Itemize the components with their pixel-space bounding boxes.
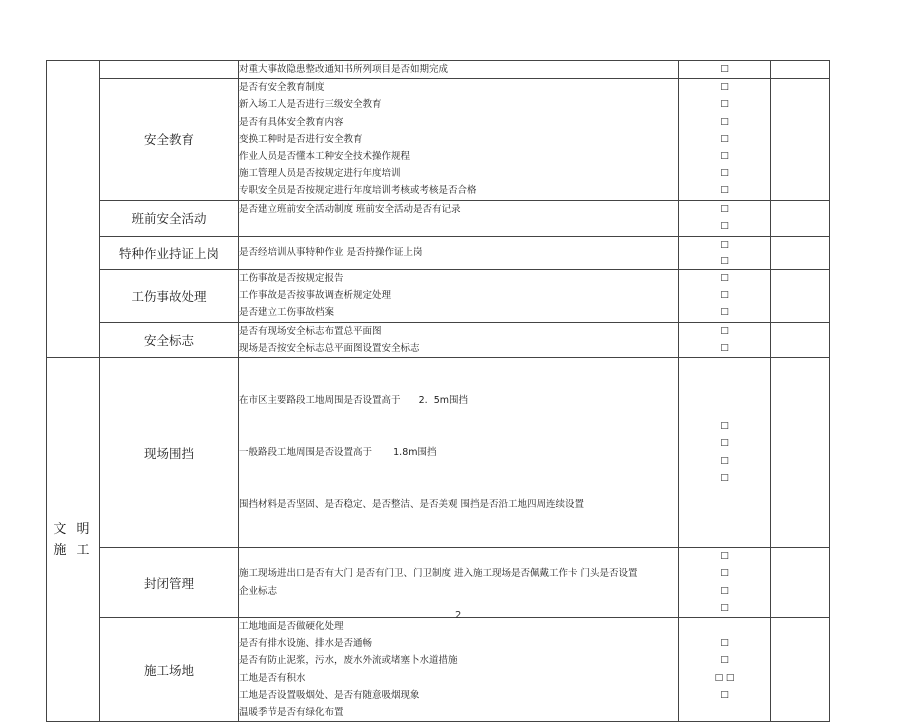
checkbox[interactable]: □ [720, 203, 729, 214]
page-number: 2 [455, 610, 462, 621]
item-text: 一般路段工地周围是否设置高于 1.8m围挡 [239, 447, 437, 459]
checkbox[interactable]: □ [720, 568, 729, 579]
checkbox[interactable]: □ [720, 551, 729, 562]
item-text: 变换工种时是否进行安全教育 [239, 133, 363, 145]
checkbox[interactable]: □ [720, 307, 729, 318]
items-cell [239, 358, 679, 548]
remarks-cell [771, 548, 830, 618]
subcategory-cell: 封闭管理 [100, 548, 239, 618]
items-cell [239, 322, 679, 357]
item-text: 在市区主要路段工地周围是否设置高于 2. 5m围挡 [239, 395, 469, 407]
checkbox[interactable]: □ [720, 99, 729, 110]
item-text: 是否有安全教育制度 [239, 82, 325, 94]
checkbox[interactable]: □ [720, 689, 729, 700]
category-cell [47, 61, 100, 358]
checkbox[interactable]: □ [720, 168, 729, 179]
checkbox[interactable]: □ [720, 602, 729, 613]
subcategory-cell: 现场围挡 [100, 358, 239, 548]
check-cell [679, 548, 771, 618]
checkbox[interactable]: □ [720, 255, 729, 266]
checkbox[interactable]: □ □ [714, 672, 735, 683]
checkbox[interactable]: □ [720, 342, 729, 353]
table-row [47, 61, 830, 79]
item-text: 温暖季节是否有绿化布置 [239, 707, 344, 719]
item-text: 工伤事故是否按规定报告 [239, 272, 344, 284]
items-cell [239, 236, 679, 269]
checkbox[interactable]: □ [720, 472, 729, 483]
remarks-cell [771, 200, 830, 236]
item-text: 是否建立班前安全活动制度 班前安全活动是否有记录 [239, 203, 461, 215]
inspection-table [46, 60, 830, 722]
item-text: 是否经培训从事特种作业 是否持操作证上岗 [239, 247, 423, 259]
table-row [47, 618, 830, 722]
table-row [47, 358, 830, 548]
item-text: 是否有现场安全标志布置总平面图 [239, 325, 382, 337]
items-cell [239, 61, 679, 79]
items-cell [239, 269, 679, 322]
item-text: 工地是否设置吸烟处、是否有随意吸烟现象 [239, 689, 420, 701]
item-text: 工地地面是否做硬化处理 [239, 621, 344, 633]
check-cell [679, 358, 771, 548]
items-cell [239, 200, 679, 236]
check-cell [679, 269, 771, 322]
remarks-cell [771, 236, 830, 269]
items-cell [239, 548, 679, 618]
subcategory-cell: 安全标志 [100, 322, 239, 357]
checkbox[interactable]: □ [720, 82, 729, 93]
remarks-cell [771, 79, 830, 200]
subcategory-cell: 特种作业持证上岗 [100, 236, 239, 269]
checkbox[interactable]: □ [720, 655, 729, 666]
subcategory-cell [100, 61, 239, 79]
category-cell [47, 358, 100, 722]
remarks-cell [771, 61, 830, 79]
item-text: 是否建立工伤事故档案 [239, 307, 335, 319]
checkbox[interactable]: □ [720, 221, 729, 232]
item-text: 现场是否按安全标志总平面图设置安全标志 [239, 342, 420, 354]
checkbox[interactable]: □ [720, 185, 729, 196]
checkbox[interactable]: □ [720, 638, 729, 649]
item-text: 施工管理人员是否按规定进行年度培训 [239, 168, 401, 180]
table-row [47, 200, 830, 236]
checkbox[interactable]: □ [720, 438, 729, 449]
subcategory-cell: 班前安全活动 [100, 200, 239, 236]
table-row [47, 548, 830, 618]
item-text [239, 218, 678, 235]
table-row [47, 322, 830, 357]
item-text: 是否有排水设施、排水是否通畅 [239, 638, 373, 650]
item-text: 施工现场进出口是否有大门 是否有门卫、门卫制度 进入施工现场是否佩戴工作卡 门头是否设置 [239, 568, 638, 580]
checkbox[interactable]: □ [720, 239, 729, 250]
checkbox[interactable]: □ [720, 421, 729, 432]
check-cell [679, 322, 771, 357]
checkbox[interactable]: □ [720, 290, 729, 301]
item-text: 企业标志 [239, 585, 278, 597]
checkbox[interactable]: □ [720, 151, 729, 162]
table-row [47, 269, 830, 322]
check-cell [679, 200, 771, 236]
category-label: 文 明 施 工 [53, 521, 93, 558]
table-row [47, 236, 830, 269]
checkbox[interactable]: □ [720, 272, 729, 283]
check-cell [679, 618, 771, 722]
checkbox[interactable]: □ [720, 455, 729, 466]
remarks-cell [771, 618, 830, 722]
checkbox[interactable]: □ [720, 116, 729, 127]
item-text: 围挡材料是否坚固、是否稳定、是否整洁、是否美观 围挡是否沿工地四周连续设置 [239, 498, 585, 510]
remarks-cell [771, 322, 830, 357]
item-text: 新入场工人是否进行三级安全教育 [239, 99, 382, 111]
item-text: 工地是否有积水 [239, 672, 306, 684]
item-text: 作业人员是否懂本工种安全技术操作规程 [239, 151, 411, 163]
remarks-cell [771, 358, 830, 548]
item-text: 工作事故是否按事故调查析规定处理 [239, 290, 392, 302]
item-text: 对重大事故隐患整改通知书所列项目是否如期完成 [239, 64, 449, 75]
item-text: 是否有防止泥浆，污水，废水外流或堵塞卜水道措施 [239, 655, 458, 667]
remarks-cell [771, 269, 830, 322]
items-cell [239, 79, 679, 200]
check-cell [679, 79, 771, 200]
table-row [47, 79, 830, 200]
check-cell [679, 236, 771, 269]
checkbox[interactable]: □ [720, 64, 729, 74]
checkbox[interactable]: □ [720, 585, 729, 596]
checkbox[interactable]: □ [720, 325, 729, 336]
checkbox[interactable]: □ [720, 133, 729, 144]
subcategory-cell: 施工场地 [100, 618, 239, 722]
subcategory-cell: 安全教育 [100, 79, 239, 200]
subcategory-cell: 工伤事故处理 [100, 269, 239, 322]
check-cell [679, 61, 771, 79]
item-text: 是否有具体安全教育内容 [239, 116, 344, 128]
items-cell [239, 618, 679, 722]
item-text: 专职安全员是否按规定进行年度培训考核或考核是否合格 [239, 185, 477, 197]
